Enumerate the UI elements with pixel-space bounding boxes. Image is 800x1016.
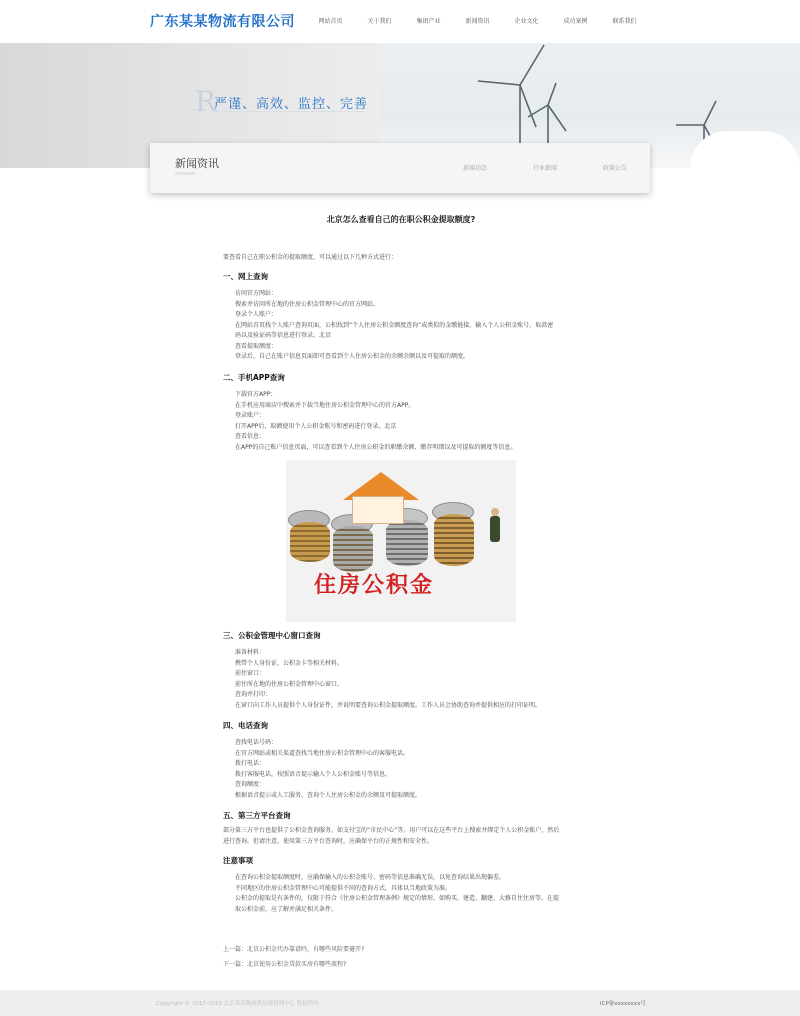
paragraph: 下载官方APP： <box>235 391 277 398</box>
tab-industry-news[interactable]: 行业新闻 <box>533 165 558 172</box>
paragraph: 搜索并访问所在地的住房公积金管理中心的官方网站。 <box>235 300 380 308</box>
snow-hill <box>690 131 800 168</box>
heading-third-party: 五、第三方平台查询 <box>223 811 291 820</box>
nav-about[interactable]: 关于我们 <box>367 18 392 25</box>
banner-divider <box>214 111 364 114</box>
figurine <box>490 516 500 542</box>
coin-stack <box>386 520 428 566</box>
paragraph: 在窗口向工作人员提供个人身份证件，并说明要查询公积金提取额度。工作人员会协助查询并提供相应的打印证明。 <box>235 701 542 709</box>
section-title: 新闻资讯 <box>175 157 219 170</box>
paragraph: 访问官方网站： <box>235 290 278 297</box>
paragraph: 根据语音提示或人工服务，查询个人住房公积金的余额及可提取额度。 <box>235 791 422 799</box>
paragraph: 前往窗口： <box>235 670 266 677</box>
paragraph: 前往所在地的住房公积金管理中心窗口。 <box>235 680 344 688</box>
banner-letter: R <box>195 85 217 118</box>
heading-phone: 四、电话查询 <box>223 721 268 730</box>
paragraph: 在查询公积金提取额度时，应确保输入的公积金账号、密码等信息准确无误，以免查询结果出现偏差。 <box>235 874 506 881</box>
paragraph: 登录个人账户： <box>235 311 278 318</box>
paragraph: 拨打电话： <box>235 760 266 767</box>
heading-online: 一、网上查询 <box>223 272 268 281</box>
copyright-text: Copyright © 2017-2019 北京某某物流供应链管理中心 版权所有 <box>156 1001 319 1007</box>
tab-policy[interactable]: 政策公告 <box>603 165 628 172</box>
section-subtitle-bar <box>175 172 195 175</box>
nav-home[interactable]: 网站首页 <box>318 18 343 25</box>
paragraph: 查看提取额度： <box>235 342 278 350</box>
section-header-card <box>150 143 650 193</box>
heading-app: 二、手机APP查询 <box>223 373 285 382</box>
site-logo[interactable]: 广东某某物流有限公司 <box>150 14 295 30</box>
paragraph: 部分第三方平台也提供了公积金查询服务，如支付宝的“市民中心”等。用户可以在这些平台上搜索并绑定个人公积金账户，然后 <box>223 827 560 834</box>
next-article-link[interactable]: 下一篇：北京使用公积金贷款买房有哪些流程? <box>223 961 347 968</box>
paragraph: 在官方网站或相关渠道查找当地住房公积金管理中心的客服电话。 <box>235 749 410 757</box>
paragraph: 登录后，自己在账户信息页面即可查看到个人住房公积金的余额余额以及可提取的额度。 <box>235 353 470 360</box>
coin-stack <box>290 522 330 562</box>
house-body <box>352 496 404 524</box>
paragraph: 在手机应用商店中搜索并下载当地住房公积金管理中心的官方APP。 <box>235 401 415 409</box>
coin-stack <box>434 514 474 566</box>
article-intro: 要查看自己在职公积金的提取额度，可以通过以下几种方式进行： <box>223 254 398 261</box>
paragraph: 在APP的自己账户信息页面，可以查看到个人住房公积金的职缴余额、缴存明细以及可提取的额度等信息。 <box>235 443 517 451</box>
paragraph: 公积金的提取是有条件的，仅限于符合《住房公积金管理条例》规定的情形，如购买、建造、翻建、大修自住住房等。在提 <box>235 895 560 902</box>
paragraph: 打开APP后，取额使用个人公积金账号和密码进行登录。北京 <box>235 422 397 430</box>
figurine-head <box>491 508 499 516</box>
paragraph: 取公积金前，应了解并满足相关条件。 <box>235 905 338 913</box>
paragraph: 准备材料： <box>235 649 266 656</box>
paragraph: 在网站首页找个人账户查询页面，公积找到“个人住房公积金额度查询”或类似的金缴链接。输入个人公积金账号、取款密 <box>235 321 554 329</box>
prev-article-link[interactable]: 上一篇：北京公积金代办靠谱吗，有哪些风险要避开? <box>223 946 365 953</box>
paragraph: 不同地区的住房公积金管理中心可能提供不同的查询方式，具体以当地政策为准。 <box>235 884 452 892</box>
paragraph: 拨打客服电话，按照语音提示输入个人公积金账号等信息。 <box>235 770 392 778</box>
main-nav <box>306 0 649 43</box>
paragraph: 查找电话号码： <box>235 739 278 746</box>
heading-notes: 注意事项 <box>223 856 253 865</box>
paragraph: 登录账户： <box>235 412 266 419</box>
nav-cases[interactable]: 成功案例 <box>563 18 588 25</box>
coin-stack <box>333 526 373 572</box>
paragraph: 携带个人身份证、公积金卡等相关材料。 <box>235 659 344 667</box>
icp-link[interactable]: ICP备xxxxxxxx号 <box>600 1001 646 1007</box>
nav-culture[interactable]: 企业文化 <box>514 18 539 25</box>
banner-slogan: 严谨、高效、监控、完善 <box>214 97 369 112</box>
site-footer <box>0 990 800 1016</box>
nav-news[interactable]: 新闻资讯 <box>465 18 490 25</box>
paragraph: 查询额度： <box>235 781 266 788</box>
tab-company-news[interactable]: 新闻动态 <box>463 165 488 172</box>
nav-contact[interactable]: 联系我们 <box>612 18 637 25</box>
article-title: 北京怎么查看自己的在职公积金提取额度? <box>326 215 476 224</box>
heading-window: 三、公积金管理中心窗口查询 <box>223 631 321 640</box>
paragraph: 查询并打印： <box>235 691 272 698</box>
paragraph: 进行查询。但请注意，使用第三方平台查询时，应确保平台的正规性和安全性。 <box>223 837 434 845</box>
housing-fund-photo <box>286 460 516 622</box>
nav-industry[interactable]: 集团产业 <box>416 18 441 25</box>
site-header <box>0 0 800 43</box>
photo-caption: 住房公积金 <box>314 573 435 598</box>
paragraph: 码以及验证码等信息进行登录。北京 <box>235 332 332 339</box>
paragraph: 查看信息： <box>235 433 266 440</box>
